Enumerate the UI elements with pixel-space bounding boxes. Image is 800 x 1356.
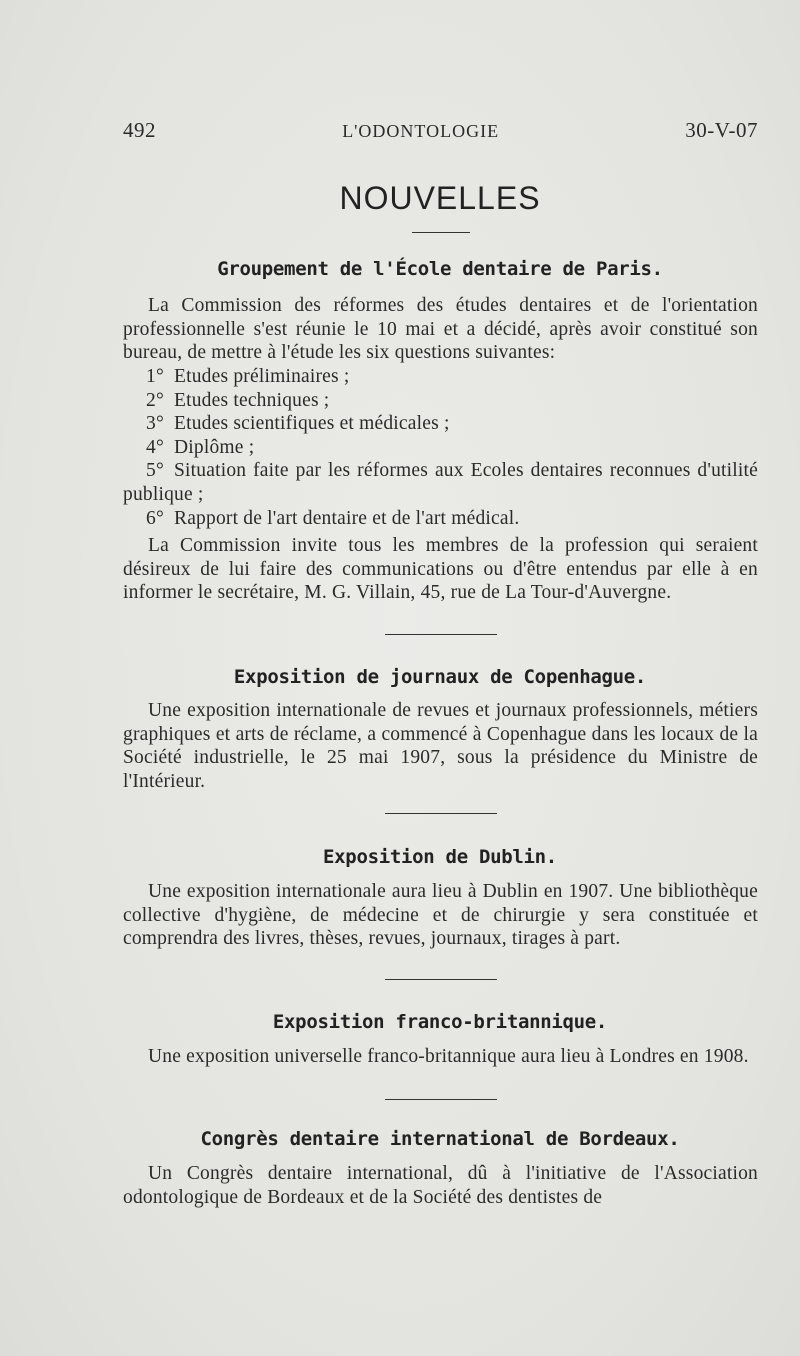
list-item	[123, 389, 758, 413]
item-number: 2°	[146, 389, 164, 411]
title-rule	[412, 232, 470, 233]
section-body-dublin	[123, 880, 758, 951]
section-body-bordeaux	[123, 1162, 758, 1209]
item-number: 6°	[146, 507, 164, 529]
section-divider	[385, 979, 497, 980]
item-text: Situation faite par les réformes aux Ecoles dentaires reconnues d'utilité publique ;	[123, 460, 758, 505]
list-item	[123, 436, 758, 460]
item-text: Etudes scientifiques et médicales ;	[174, 413, 450, 435]
questions-list	[123, 365, 758, 530]
item-number: 3°	[146, 413, 164, 435]
section-closing-groupement	[123, 534, 758, 605]
list-item	[123, 365, 758, 389]
running-header	[123, 118, 758, 143]
section-heading-dublin: Exposition de Dublin.	[323, 846, 557, 868]
journal-title: L'ODONTOLOGIE	[342, 121, 500, 141]
list-item	[123, 507, 758, 531]
body-text: Un Congrès dentaire international, dû à l'initiative de l'Association odontologique de Bordeaux et de la Société des dentistes de	[123, 1163, 758, 1208]
section-body-franco-britannique	[123, 1045, 758, 1069]
body-text: Une exposition universelle franco-britannique aura lieu à Londres en 1908.	[148, 1046, 749, 1067]
section-divider	[385, 634, 497, 635]
section-heading-franco-britannique: Exposition franco-britannique.	[272, 1011, 608, 1033]
section-heading-bordeaux: Congrès dentaire international de Bordeaux.	[200, 1128, 680, 1150]
section-body-copenhague	[123, 699, 758, 793]
body-text: Une exposition internationale aura lieu à Dublin en 1907. Une bibliothèque collective d'hygiène, de médecine et de chirurgie y sera constituée et comprendra des livres, thèses, revues, journaux, tirages à part.	[123, 881, 758, 950]
page-title: NOUVELLES	[339, 180, 541, 216]
section-heading-groupement: Groupement de l'École dentaire de Paris.	[217, 258, 663, 280]
section-divider	[385, 813, 497, 814]
item-text: Rapport de l'art dentaire et de l'art médical.	[174, 507, 520, 529]
item-text: Etudes techniques ;	[174, 389, 330, 411]
closing-text: La Commission invite tous les membres de la profession qui seraient désireux de lui faire des communications ou d'être entendus par elle à en informer le secrétaire, M. G. Villain, 45, rue de La Tour-d'Auvergne.	[123, 535, 758, 604]
item-text: Diplôme ;	[174, 436, 255, 458]
item-number: 4°	[146, 436, 164, 458]
body-text: Une exposition internationale de revues et journaux professionnels, métiers graphiques et arts de réclame, a commencé à Copenhague dans les locaux de la Société industrielle, le 25 mai 1907, sous la présidence du Ministre de l'Intérieur.	[123, 700, 758, 792]
issue-date: 30-V-07	[685, 118, 758, 142]
intro-text: La Commission des réformes des études dentaires et de l'orientation professionnelle s'est réunie le 10 mai et a décidé, après avoir constitué son bureau, de mettre à l'étude les six questions suivantes:	[123, 295, 758, 364]
section-divider	[385, 1099, 497, 1100]
item-number: 1°	[146, 366, 164, 387]
item-number: 5°	[146, 460, 164, 482]
section-heading-copenhague: Exposition de journaux de Copenhague.	[233, 666, 647, 688]
section-intro-groupement	[123, 294, 758, 365]
page-number: 492	[123, 118, 156, 142]
item-text: Etudes préliminaires ;	[174, 366, 350, 387]
list-item	[123, 459, 758, 506]
list-item	[123, 412, 758, 436]
